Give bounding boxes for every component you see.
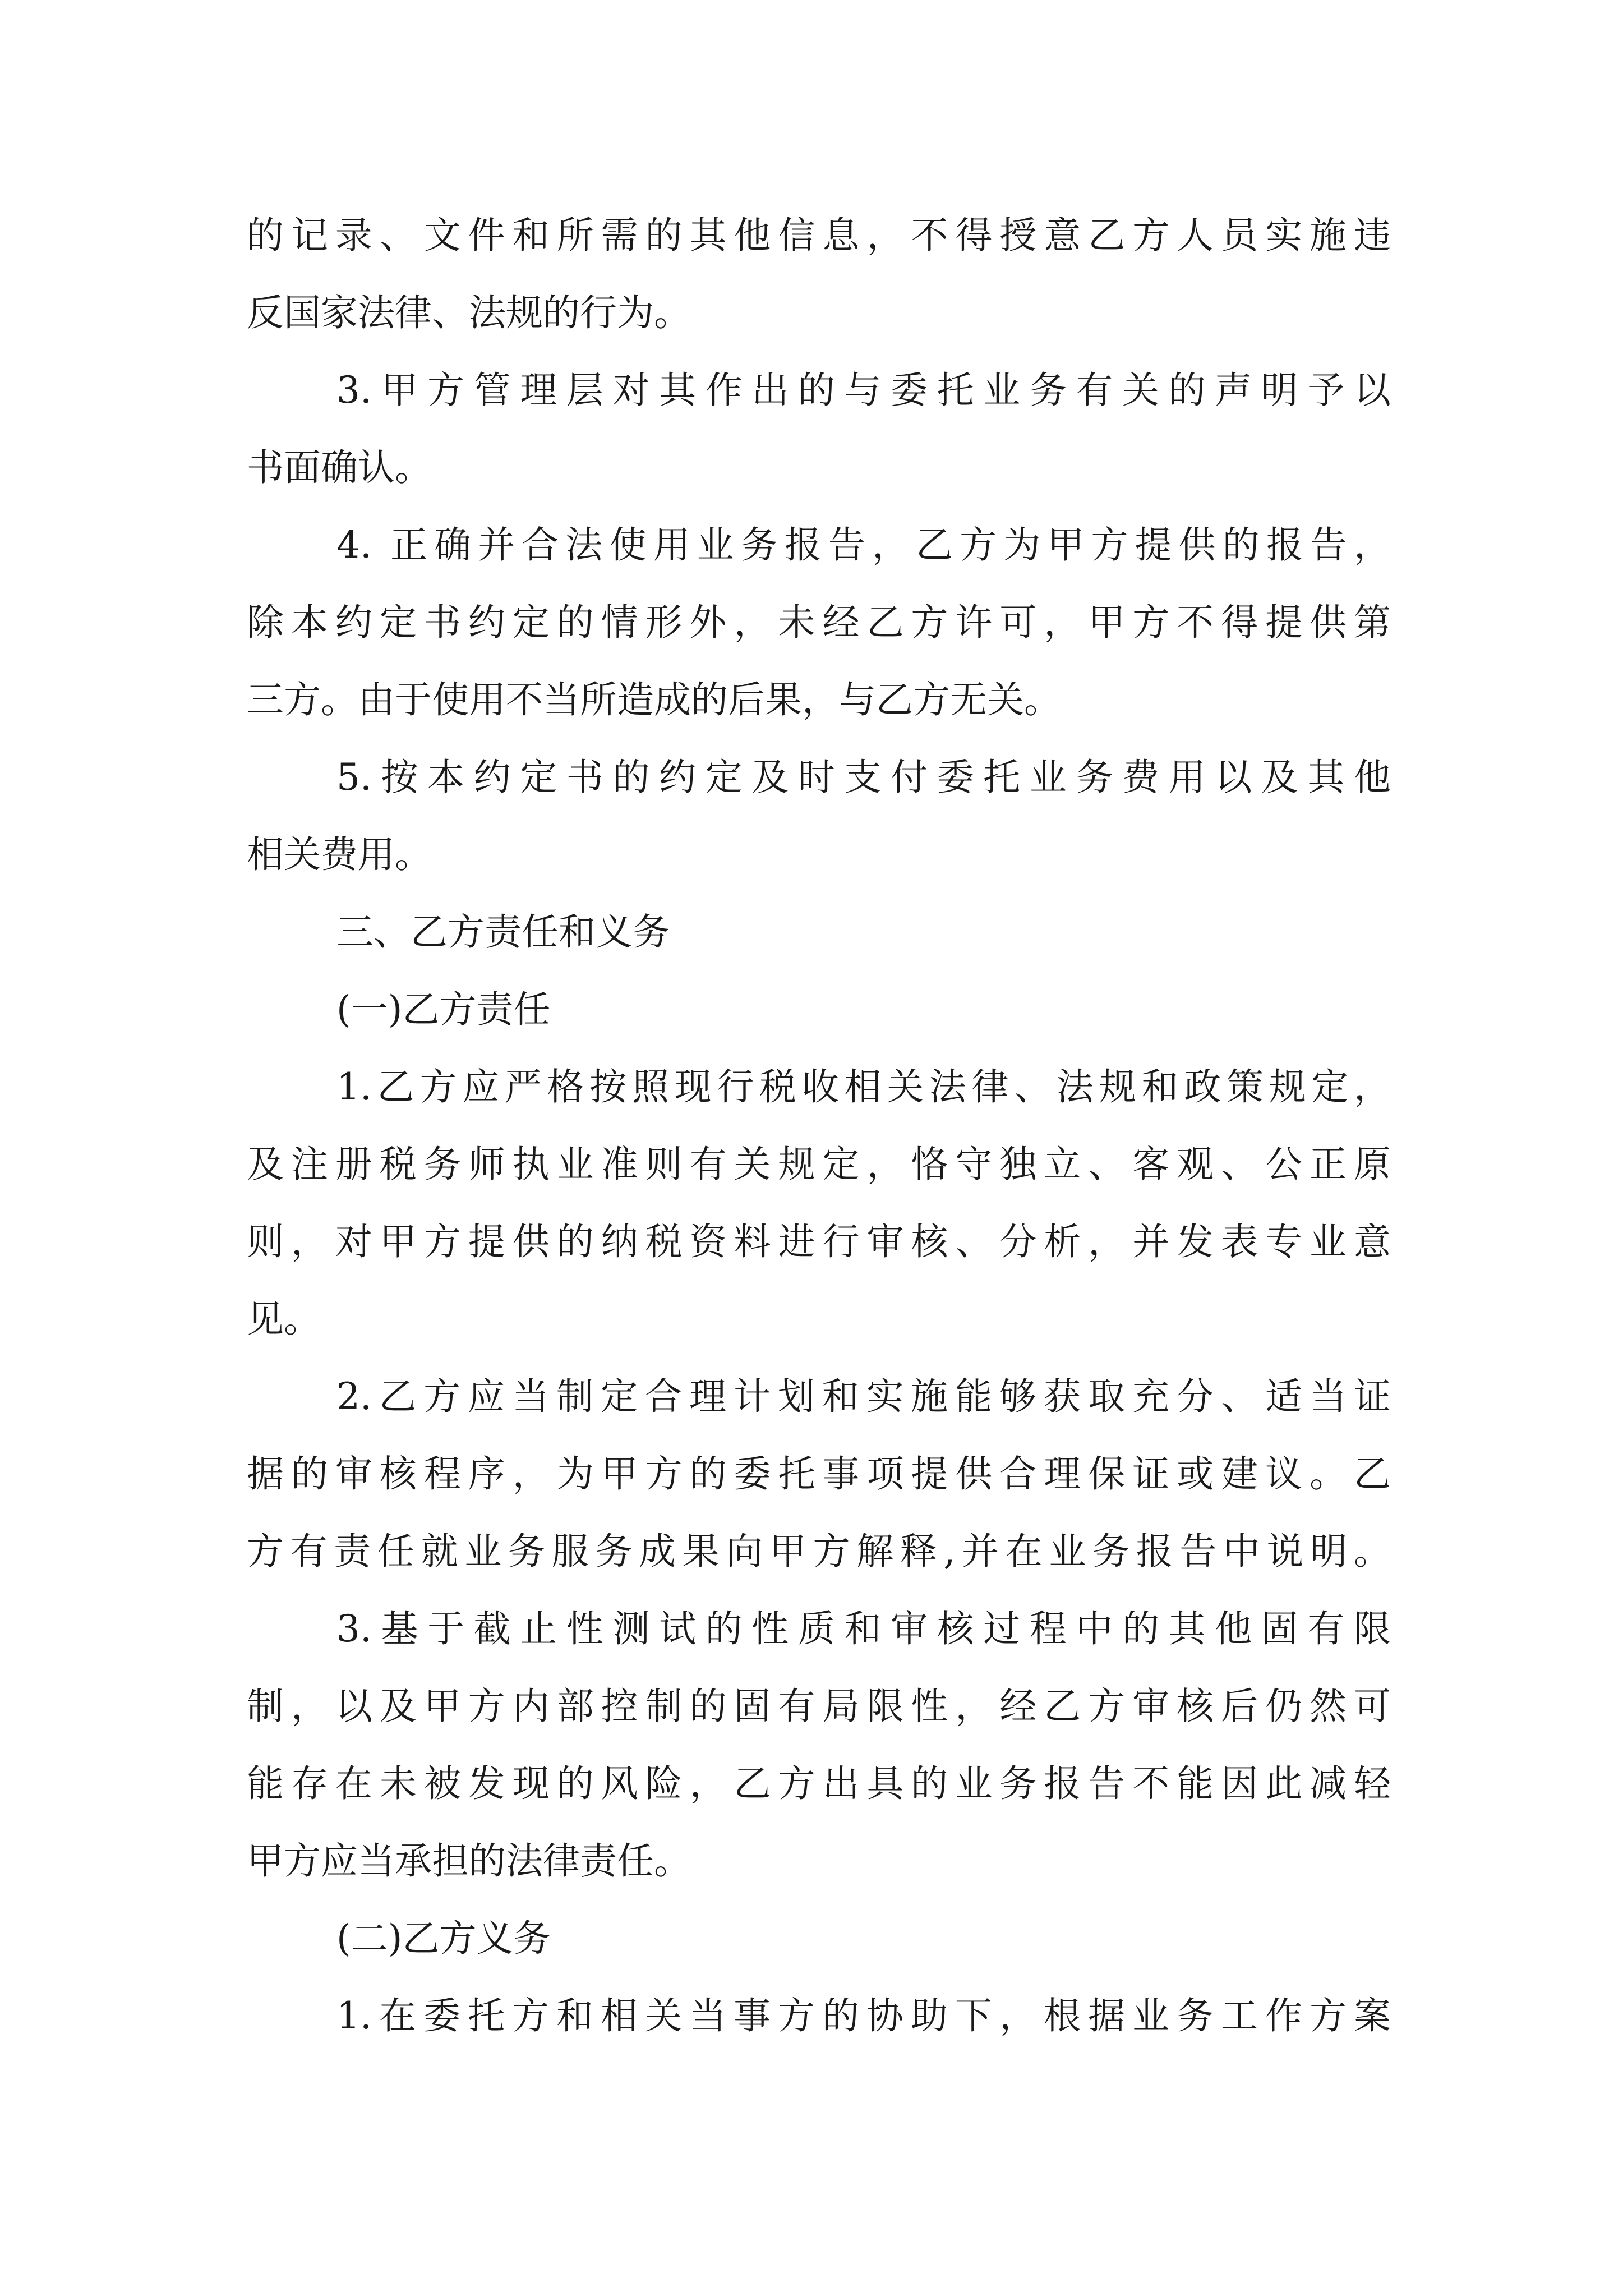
text-line: 见。 [247,1297,321,1341]
text-line: 的记录、文件和所需的其他信息，不得授意乙方人员实施违 [247,214,1391,257]
text-line: 3.基于截止性测试的性质和审核过程中的其他固有限 [336,1607,1391,1650]
text-line: 则，对甲方提供的纳税资料进行审核、分析，并发表专业意 [247,1220,1391,1263]
subsection-heading: (一)乙方责任 [336,988,551,1031]
text-line: 3.甲方管理层对其作出的与委托业务有关的声明予以 [336,369,1391,412]
text-line: 据的审核程序，为甲方的委托事项提供合理保证或建议。乙 [247,1452,1391,1496]
text-line: 三方。由于使用不当所造成的后果，与乙方无关。 [247,678,1061,721]
text-line: 甲方应当承担的法律责任。 [247,1839,691,1883]
text-line: 4. 正确并合法使用业务报告，乙方为甲方提供的报告， [336,523,1391,567]
text-line: 制，以及甲方内部控制的固有局限性，经乙方审核后仍然可 [247,1685,1391,1728]
text-line: 书面确认。 [247,446,432,489]
text-line: 除本约定书约定的情形外，未经乙方许可，甲方不得提供第 [247,601,1391,644]
text-line: 反国家法律、法规的行为。 [247,291,691,334]
section-heading: 三、乙方责任和义务 [336,910,670,954]
text-line: 1.乙方应严格按照现行税收相关法律、法规和政策规定， [336,1065,1391,1108]
text-line: 相关费用。 [247,833,432,876]
text-line: 方有责任就业务服务成果向甲方解释,并在业务报告中说明。 [247,1530,1391,1573]
text-line: 能存在未被发现的风险，乙方出具的业务报告不能因此减轻 [247,1762,1391,1805]
text-line: 及注册税务师执业准则有关规定，恪守独立、客观、公正原 [247,1143,1391,1186]
text-line: 5.按本约定书的约定及时支付委托业务费用以及其他 [336,756,1391,799]
text-line: 2.乙方应当制定合理计划和实施能够获取充分、适当证 [336,1375,1391,1418]
text-line: 1.在委托方和相关当事方的协助下，根据业务工作方案 [336,1994,1391,2037]
subsection-heading: (二)乙方义务 [336,1917,551,1960]
